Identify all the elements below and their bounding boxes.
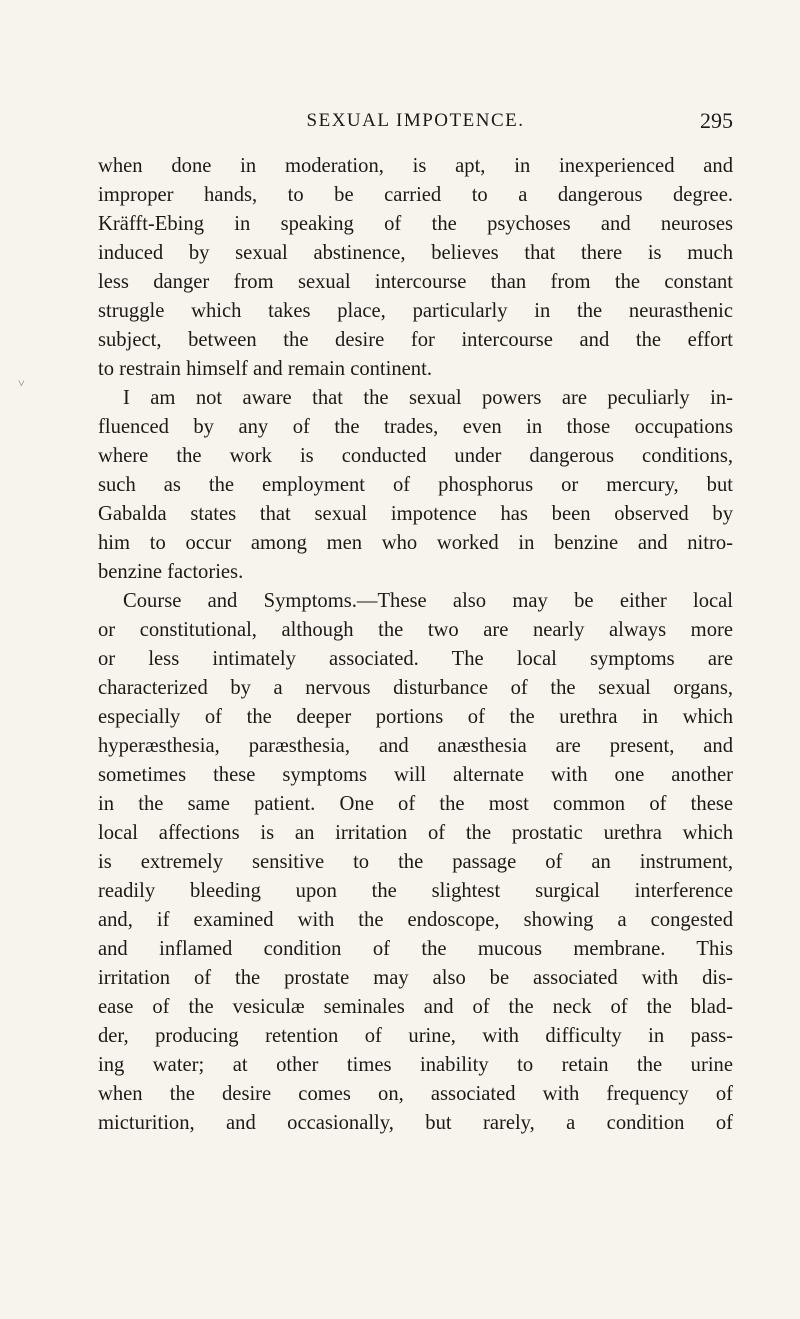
text-line: sometimes these symptoms will alternate with one another — [98, 764, 733, 786]
text-line: to restrain himself and remain continent. — [98, 358, 432, 380]
text-line: when done in moderation, is apt, in inexperienced and — [98, 155, 733, 177]
text-line: or constitutional, although the two are nearly always more — [98, 619, 733, 641]
text-line: less danger from sexual intercourse than from the constant — [98, 271, 733, 293]
text-line: Course and Symptoms.—These also may be either local — [123, 590, 733, 612]
body-text — [98, 152, 733, 1138]
text-line: improper hands, to be carried to a dangerous degree. — [98, 184, 733, 206]
text-line: when the desire comes on, associated with frequency of — [98, 1083, 733, 1105]
text-line: local affections is an irritation of the prostatic urethra which — [98, 822, 733, 844]
text-line: is extremely sensitive to the passage of an instrument, — [98, 851, 733, 873]
page-number: 295 — [700, 108, 733, 133]
text-line: him to occur among men who worked in benzine and nitro- — [98, 532, 733, 554]
text-line: readily bleeding upon the slightest surgical interference — [98, 880, 733, 902]
text-line: characterized by a nervous disturbance of the sexual organs, — [98, 677, 733, 699]
text-line: I am not aware that the sexual powers are peculiarly in- — [123, 387, 733, 409]
text-line: ease of the vesiculæ seminales and of the neck of the blad- — [98, 996, 733, 1018]
running-title: SEXUAL IMPOTENCE. — [306, 110, 525, 131]
text-line: in the same patient. One of the most common of these — [98, 793, 733, 815]
text-line: benzine factories. — [98, 561, 244, 583]
text-line: where the work is conducted under dangerous conditions, — [98, 445, 733, 467]
text-line: ing water; at other times inability to retain the urine — [98, 1054, 733, 1076]
text-line: induced by sexual abstinence, believes that there is much — [98, 242, 733, 264]
text-line: or less intimately associated. The local symptoms are — [98, 648, 733, 670]
text-line: subject, between the desire for intercourse and the effort — [98, 329, 733, 351]
text-line: especially of the deeper portions of the urethra in which — [98, 706, 733, 728]
text-line: Kräfft-Ebing in speaking of the psychoses and neuroses — [98, 213, 733, 235]
text-line: der, producing retention of urine, with difficulty in pass- — [98, 1025, 733, 1047]
text-line: fluenced by any of the trades, even in those occupations — [98, 416, 733, 438]
text-line: irritation of the prostate may also be associated with dis- — [98, 967, 733, 989]
margin-tick-mark: ˅ — [18, 376, 25, 390]
text-line: hyperæsthesia, paræsthesia, and anæsthesia are present, and — [98, 735, 733, 757]
text-line: struggle which takes place, particularly in the neurasthenic — [98, 300, 733, 322]
text-line: such as the employment of phosphorus or mercury, but — [98, 474, 733, 496]
text-line: Gabalda states that sexual impotence has been observed by — [98, 503, 733, 525]
page-header — [98, 110, 733, 138]
text-line: and, if examined with the endoscope, showing a congested — [98, 909, 733, 931]
text-line: and inflamed condition of the mucous membrane. This — [98, 938, 733, 960]
text-line: micturition, and occasionally, but rarely, a condition of — [98, 1112, 733, 1134]
